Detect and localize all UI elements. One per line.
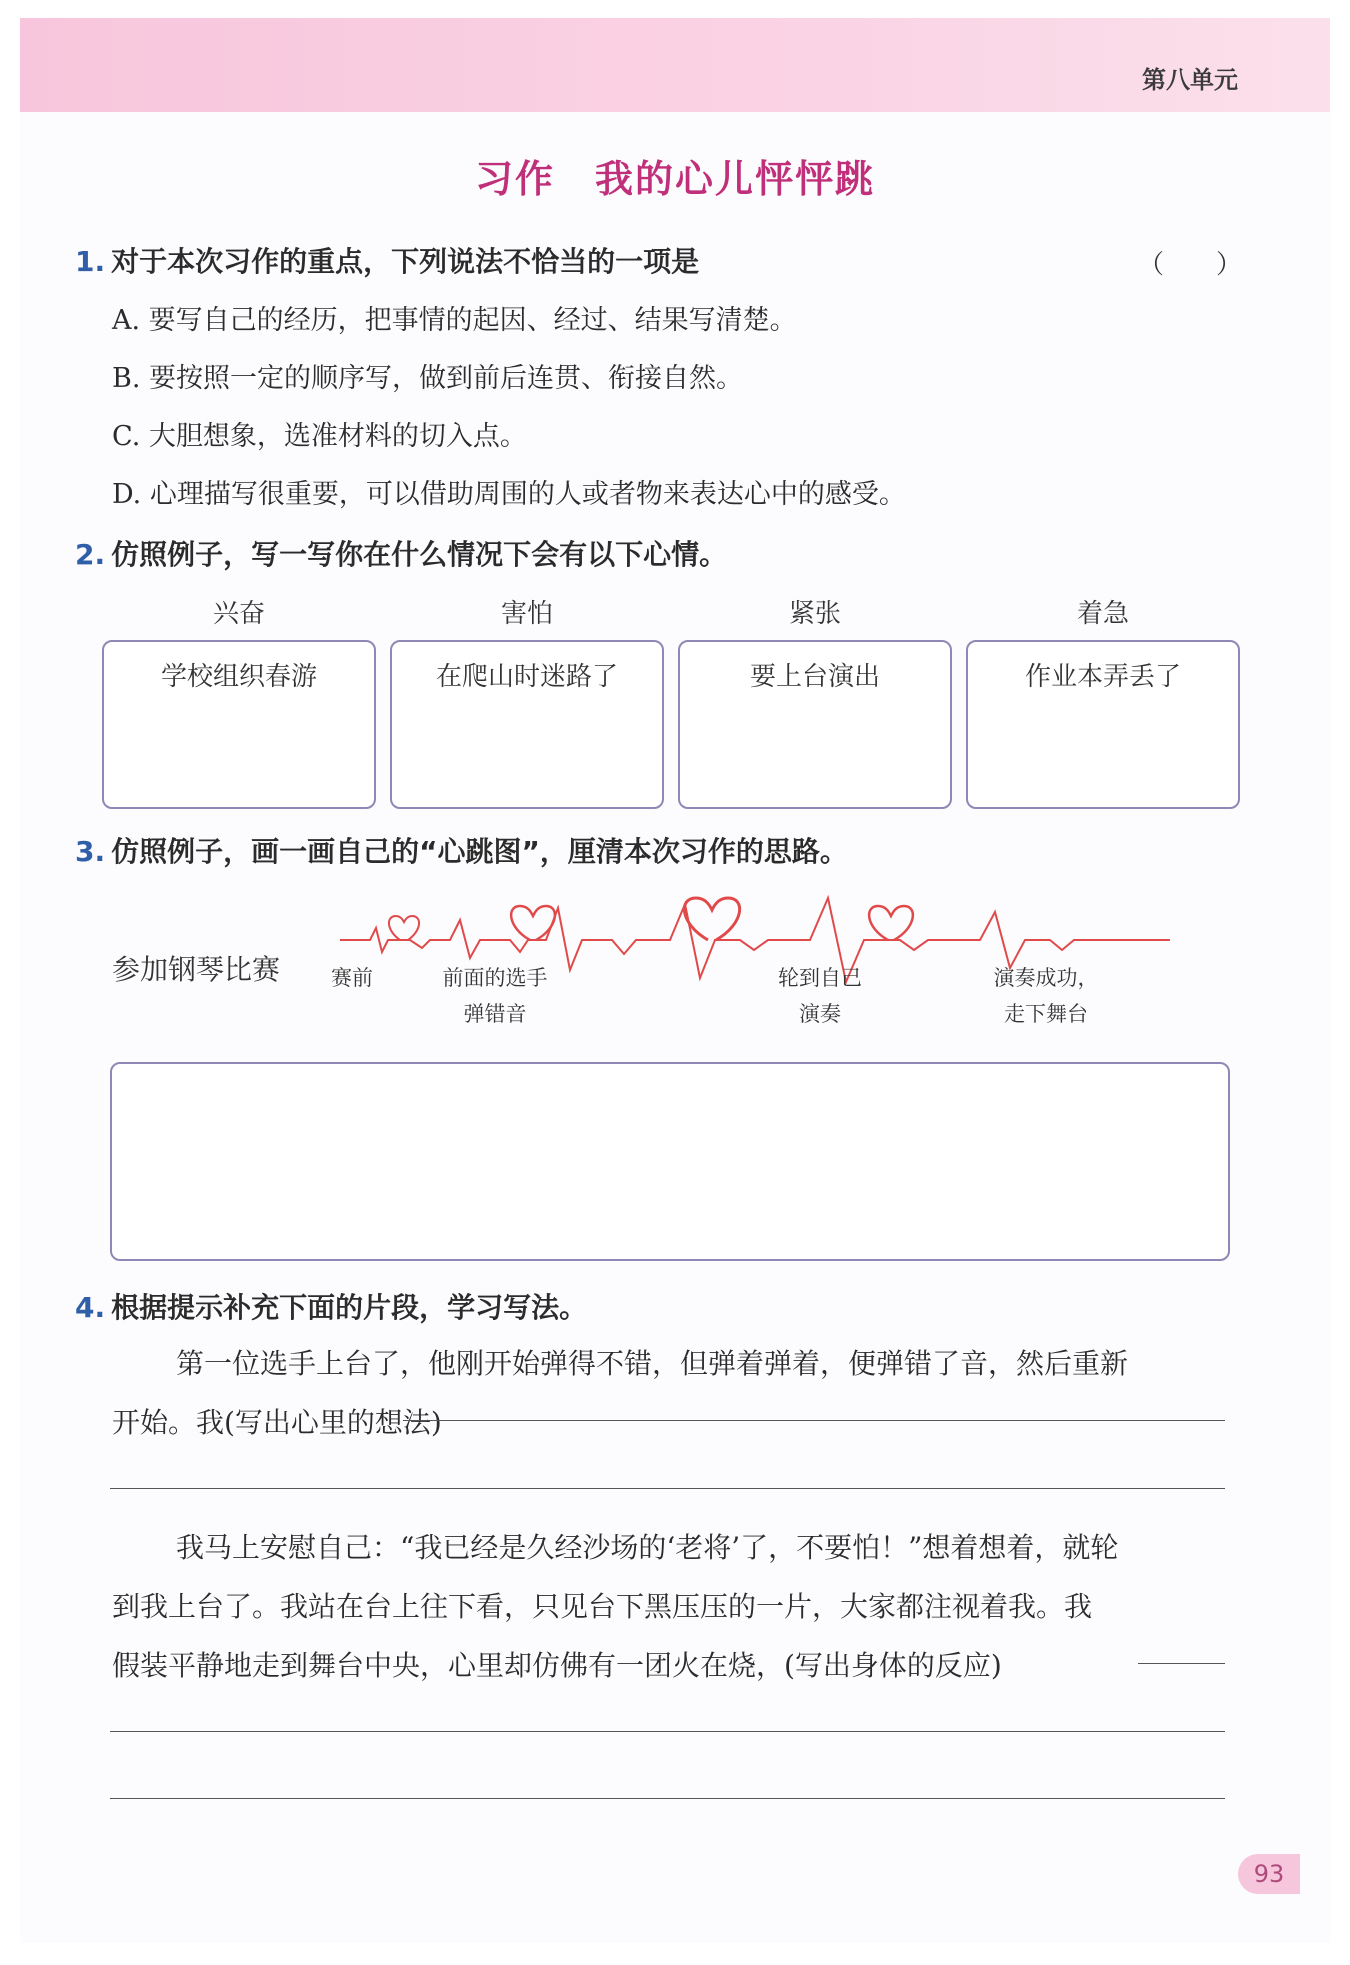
paragraph-line: 我马上安慰自己：“我已经是久经沙场的‘老将’了，不要怕！”想着想着，就轮 bbox=[176, 1531, 1119, 1564]
answer-line[interactable] bbox=[110, 1488, 1225, 1489]
stage-line: 演奏成功， bbox=[993, 966, 1099, 990]
stage-line: 前面的选手 bbox=[442, 966, 548, 990]
paragraph-1 bbox=[112, 1334, 1242, 1452]
question-number: 1. bbox=[75, 245, 106, 278]
paragraph-line: 假装平静地走到舞台中央，心里却仿佛有一团火在烧，(写出身体的反应) bbox=[112, 1649, 1002, 1682]
page-title: 习作 我的心儿怦怦跳 bbox=[474, 157, 875, 201]
question-text: 仿照例子，写一写你在什么情况下会有以下心情。 bbox=[111, 538, 728, 571]
paragraph-line: 开始。我(写出心里的想法) bbox=[112, 1406, 442, 1439]
answer-parentheses[interactable]: （ ） bbox=[1138, 250, 1243, 280]
answer-line[interactable] bbox=[110, 1731, 1225, 1732]
mood-example: 作业本弄丢了 bbox=[1024, 662, 1181, 692]
heart-icon bbox=[389, 916, 419, 940]
event-label: 参加钢琴比赛 bbox=[112, 953, 281, 986]
mood-answer-box[interactable] bbox=[390, 640, 664, 809]
mood-label: 害怕 bbox=[500, 599, 553, 629]
stage-line: 赛前 bbox=[331, 966, 373, 990]
heart-icon bbox=[869, 906, 913, 940]
answer-line[interactable] bbox=[403, 1420, 1225, 1421]
stage-line: 轮到自己 bbox=[778, 966, 862, 990]
paragraph-2 bbox=[112, 1518, 1242, 1695]
stage-line: 走下舞台 bbox=[1004, 1002, 1088, 1026]
mood-label: 着急 bbox=[1076, 599, 1129, 629]
heart-icon bbox=[684, 898, 739, 940]
mood-example: 在爬山时迷路了 bbox=[435, 662, 618, 692]
drawing-answer-box[interactable] bbox=[110, 1062, 1230, 1261]
stage-line: 演奏 bbox=[799, 1002, 841, 1026]
mood-example: 要上台演出 bbox=[749, 662, 880, 692]
option-d[interactable]: D. 心理描写很重要，可以借助周围的人或者物来表达心中的感受。 bbox=[112, 479, 906, 510]
mood-answer-box[interactable] bbox=[102, 640, 376, 809]
unit-label: 第八单元 bbox=[1142, 66, 1238, 94]
option-c[interactable]: C. 大胆想象，选准材料的切入点。 bbox=[112, 421, 527, 452]
page-number: 93 bbox=[1238, 1854, 1300, 1894]
question-2 bbox=[75, 533, 727, 573]
answer-line[interactable] bbox=[110, 1798, 1225, 1799]
mood-answer-box[interactable] bbox=[678, 640, 952, 809]
question-3 bbox=[75, 830, 848, 870]
stage-label bbox=[415, 960, 575, 1032]
question-1 bbox=[75, 240, 699, 280]
stage-label bbox=[750, 960, 890, 1032]
workbook-page bbox=[20, 18, 1330, 1943]
option-a[interactable]: A. 要写自己的经历，把事情的起因、经过、结果写清楚。 bbox=[112, 305, 797, 336]
question-text: 根据提示补充下面的片段，学习写法。 bbox=[111, 1291, 588, 1324]
question-number: 4. bbox=[75, 1291, 106, 1324]
paragraph-line: 到我上台了。我站在台上往下看，只见台下黑压压的一片，大家都注视着我。我 bbox=[112, 1590, 1093, 1623]
mood-answer-box[interactable] bbox=[966, 640, 1240, 809]
mood-label: 兴奋 bbox=[212, 599, 265, 629]
question-4 bbox=[75, 1286, 587, 1326]
question-text: 对于本次习作的重点，下列说法不恰当的一项是 bbox=[111, 245, 700, 278]
stage-line: 弹错音 bbox=[463, 1002, 527, 1026]
option-b[interactable]: B. 要按照一定的顺序写，做到前后连贯、衔接自然。 bbox=[112, 363, 744, 394]
question-number: 3. bbox=[75, 835, 106, 868]
stage-label bbox=[976, 960, 1116, 1032]
answer-line[interactable] bbox=[1138, 1663, 1225, 1664]
mood-example: 学校组织春游 bbox=[160, 662, 317, 692]
mood-label: 紧张 bbox=[788, 599, 841, 629]
stage-label bbox=[302, 960, 402, 996]
paragraph-line: 第一位选手上台了，他刚开始弹得不错，但弹着弹着，便弹错了音，然后重新 bbox=[176, 1347, 1129, 1380]
question-text: 仿照例子，画一画自己的“心跳图”，厘清本次习作的思路。 bbox=[111, 835, 848, 868]
header-band bbox=[20, 18, 1330, 112]
question-number: 2. bbox=[75, 538, 106, 571]
